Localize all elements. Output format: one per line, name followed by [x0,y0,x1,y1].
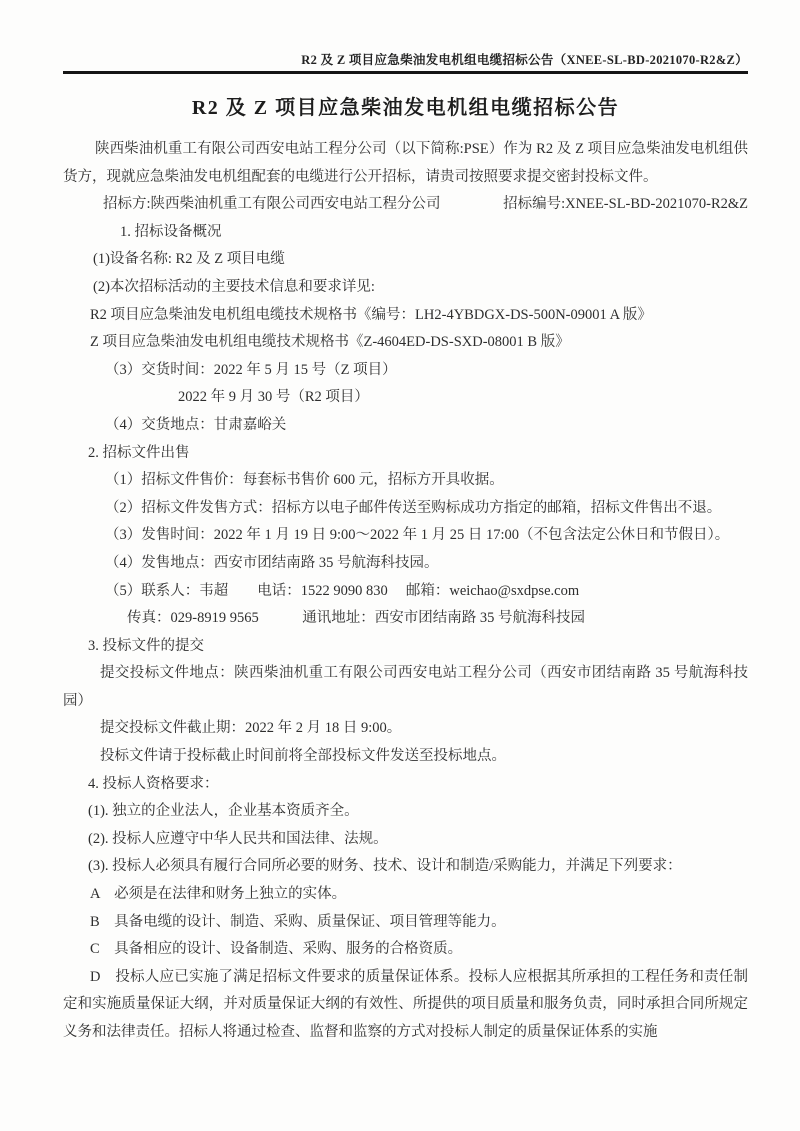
section4-item-d: D 投标人应已实施了满足招标文件要求的质量保证体系。投标人应根据其所承担的工程任务和责任制定和实施质量保证大纲，并对质量保证大纲的有效性、所提供的项目质量和服务负责，同时承担合同所规定义务和法律责任。招标人将通过检查、监督和监察的方式对投标人制定的质量保证体系的实施 [63,968,748,1040]
section2-item-price: （1）招标文件售价：每套标书售价 600 元，招标方开具收据。 [105,472,504,489]
section1-item-tech-info: (2)本次招标活动的主要技术信息和要求详见: [93,278,375,295]
section1-item-delivery-time-z: （3）交货时间：2022 年 5 月 15 号（Z 项目） [105,361,397,378]
section1-item-device-name: (1)设备名称: R2 及 Z 项目电缆 [93,251,285,268]
section3-item-submit-note: 投标文件请于投标截止时间前将全部投标文件发送至投标地点。 [100,748,506,765]
section4-item-c: C 具备相应的设计、设备制造、采购、服务的合格资质。 [90,941,463,958]
section3-item-deadline: 提交投标文件截止期：2022 年 2 月 18 日 9:00。 [100,720,402,737]
section1-item-z-spec: Z 项目应急柴油发电机组电缆技术规格书《Z-4604ED-DS-SXD-08001 B 版》 [90,334,570,351]
section4-heading: 4. 投标人资格要求： [88,775,219,792]
section4-item-3: (3). 投标人必须具有履行合同所必要的财务、技术、设计和制造/采购能力，并满足下列要求： [88,858,682,875]
section1-heading: 1. 招标设备概况 [120,223,222,240]
section1-item-delivery-place: （4）交货地点：甘肃嘉峪关 [105,416,287,433]
section2-heading: 2. 招标文件出售 [88,444,190,461]
intro-paragraph: 陕西柴油机重工有限公司西安电站工程分公司（以下简称:PSE）作为 R2 及 Z 项目应急柴油发电机组供货方，现就应急柴油发电机组配套的电缆进行公开招标，请贵司按照要求提交密封投标文件。 [63,141,748,185]
tender-party: 招标方:陕西柴油机重工有限公司西安电站工程分公司 [103,196,441,213]
tender-info-row [63,191,748,219]
section3-item-submit-place: 提交投标文件地点：陕西柴油机重工有限公司西安电站工程分公司（西安市团结南路 35 号航海科技园） [63,665,748,709]
section2-item-sale-method: （2）招标文件发售方式：招标方以电子邮件传送至购标成功方指定的邮箱，招标文件售出不退。 [105,499,722,516]
section4-item-2: (2). 投标人应遵守中华人民共和国法律、法规。 [88,830,388,847]
section2-item-sale-place: （4）发售地点：西安市团结南路 35 号航海科技园。 [105,554,439,571]
section4-item-b: B 具备电缆的设计、制造、采购、质量保证、项目管理等能力。 [90,913,506,930]
page-header-text: R2 及 Z 项目应急柴油发电机组电缆招标公告（XNEE-SL-BD-2021070-R2&Z） [301,53,748,67]
section1-item-delivery-time-r2: 2022 年 9 月 30 号（R2 项目） [178,389,369,406]
tender-number: 招标编号:XNEE-SL-BD-2021070-R2&Z [503,196,748,213]
section4-item-a: A 必须是在法律和财务上独立的实体。 [90,886,347,903]
page-header [63,0,748,74]
section2-item-sale-time: （3）发售时间：2022 年 1 月 19 日 9:00～2022 年 1 月 25 日 17:00（不包含法定公休日和节假日）。 [105,527,730,544]
section3-heading: 3. 投标文件的提交 [88,637,204,654]
document-title: R2 及 Z 项目应急柴油发电机组电缆招标公告 [191,97,620,119]
document-content [63,0,748,1047]
section2-item-fax-address: 传真：029-8919 9565 通讯地址：西安市团结南路 35 号航海科技园 [127,610,585,627]
section2-item-contact: （5）联系人：韦超 电话：1522 9090 830 邮箱：weichao@sxdpse.com [105,582,580,599]
section1-item-r2-spec: R2 项目应急柴油发电机组电缆技术规格书《编号：LH2-4YBDGX-DS-500N-09001 A 版》 [90,306,652,323]
section4-item-1: (1). 独立的企业法人，企业基本资质齐全。 [88,803,359,820]
